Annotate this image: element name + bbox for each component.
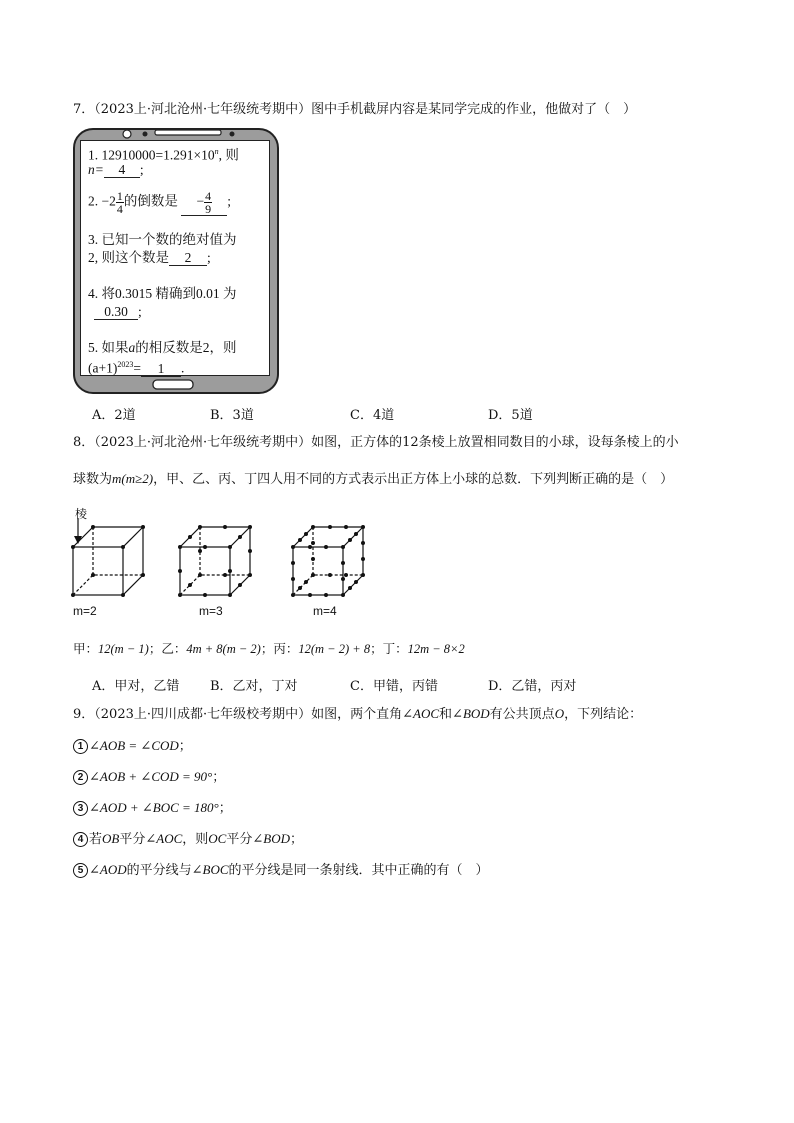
q8-option-a: A．甲对，乙错	[92, 679, 180, 694]
cube-label-m2: m=2	[73, 604, 97, 618]
screen-item-1-line1: 1. $12910000=1.291\times 10^n$, 则	[88, 147, 239, 163]
screen-item-4-line1: 4. 将0.3015 精确到0.01 为	[88, 286, 237, 301]
q7-option-d: D．5道	[488, 408, 533, 423]
answer-1: 4	[104, 162, 140, 178]
q9-conclusion-5: 5 ∠AOD的平分线与∠BOC的平分线是同一条射线．其中正确的有（ ）	[73, 861, 489, 880]
screen-item-5-line1: 5. 如果a的相反数是2，则	[88, 340, 237, 355]
q7-option-b: B．3道	[210, 408, 254, 423]
cube-label-m3: m=3	[199, 604, 223, 618]
q8-option-b: B．乙对，丁对	[210, 679, 298, 694]
answer-4: 0.30	[94, 304, 138, 320]
cube-label-m4: m=4	[313, 604, 337, 618]
answer-5: 1	[141, 361, 181, 377]
cube-m3-balls	[178, 525, 252, 597]
q7-option-a: A．2道	[92, 408, 136, 423]
home-button-icon	[150, 376, 200, 392]
cube-figures	[60, 510, 380, 600]
screen-item-3-line2: 2, 则这个数是 2 ;	[88, 250, 211, 265]
edge-label: 棱	[75, 507, 88, 521]
q9-conclusion-3: 3 ∠AOD + ∠BOC = 180°；	[73, 799, 232, 818]
q8-stem-line1: 8．（2023上·河北沧州·七年级统考期中）如图，正方体的12条棱上放置相同数目的小球，设每条棱上的小	[73, 435, 679, 450]
q9-conclusion-2: 2 ∠AOB + ∠COD = 90°；	[73, 768, 225, 787]
screen-item-3-line1: 3. 已知一个数的绝对值为	[88, 232, 237, 247]
screen-item-1-line2: n= 4 ;	[88, 162, 144, 177]
cube-m4	[293, 527, 363, 595]
screen-item-4-line2: 0.30 ;	[94, 303, 142, 321]
screen-item-2: 2. −2 $\frac{1}{4}$ 的倒数是 − $\frac{4}{9}$ ;	[88, 189, 232, 216]
q9-conclusion-1: 1 ∠AOB = ∠COD；	[73, 737, 192, 756]
q8-option-d: D．乙错，丙对	[488, 679, 577, 694]
q8-formulas: 甲：12(m − 1)；乙：4m + 8(m − 2)；丙：12(m − 2) + 8；丁：12m − 8×2	[73, 641, 465, 656]
screen-item-5-line2: $(a+1)^{2023}= 1$ .	[88, 360, 185, 376]
q7-stem: 7．（2023上·河北沧州·七年级统考期中）图中手机截屏内容是某同学完成的作业，他做对了（ ）	[73, 102, 637, 117]
q7-option-c: C．4道	[350, 408, 395, 423]
q9-conclusion-4: 4 若OB平分∠AOC，则OC平分∠BOD；	[73, 830, 303, 849]
q8-stem-line2: 球数为m(m≥2)，甲、乙、丙、丁四人用不同的方式表示出正方体上小球的总数．下列判断正确的是（ ）	[73, 471, 674, 487]
cube-m2	[73, 527, 143, 595]
q9-stem: 9．（2023上·四川成都·七年级校考期中）如图，两个直角∠AOC和∠BOD有公共顶点O，下列结论：	[73, 706, 643, 722]
answer-3: 2	[169, 250, 207, 266]
q8-option-c: C．甲错，丙错	[350, 679, 438, 694]
